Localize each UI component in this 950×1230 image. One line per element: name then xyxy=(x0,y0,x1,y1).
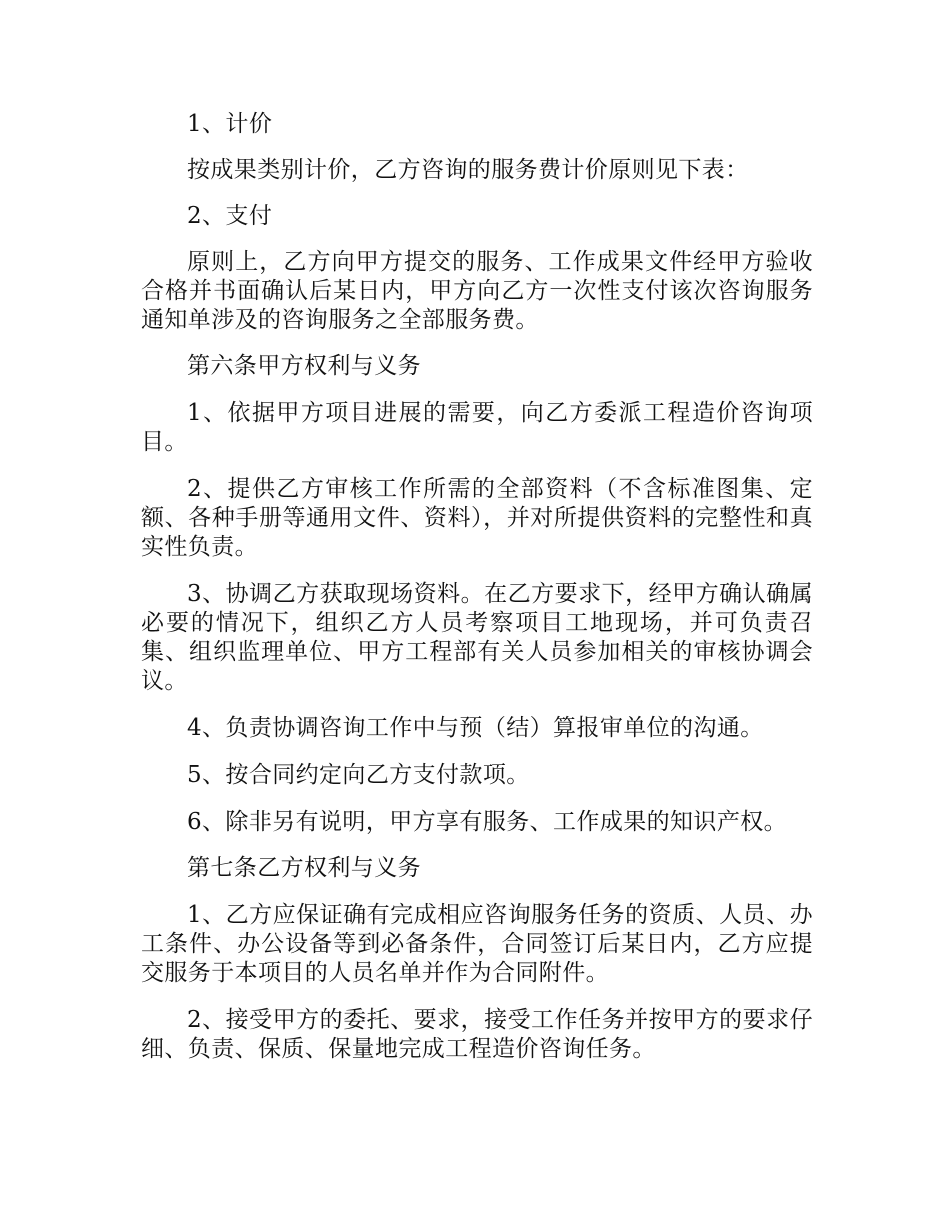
article-seven-heading: 第七条乙方权利与义务 xyxy=(187,855,421,881)
pricing-heading: 1、计价 xyxy=(187,111,273,137)
party-a-duty-3: 3、协调乙方获取现场资料。在乙方要求下，经甲方确认确属必要的情况下，组织乙方人员考察项目工地现场，并可负责召集、组织监理单位、甲方工程部有关人员参加相关的审核协调会议。 xyxy=(141,581,813,694)
party-a-duty-1: 1、依据甲方项目进展的需要，向乙方委派工程造价咨询项目。 xyxy=(141,400,813,455)
party-a-duty-2: 2、提供乙方审核工作所需的全部资料（不含标准图集、定额、各种手册等通用文件、资料），并对所提供资料的完整性和真实性负责。 xyxy=(141,476,813,560)
party-a-duty-5: 5、按合同约定向乙方支付款项。 xyxy=(187,762,530,788)
party-a-duty-6: 6、除非另有说明，甲方享有服务、工作成果的知识产权。 xyxy=(187,809,788,835)
payment-heading: 2、支付 xyxy=(187,203,273,229)
payment-text: 原则上，乙方向甲方提交的服务、工作成果文件经甲方验收合格并书面确认后某日内，甲方向乙方一次性支付该次咨询服务通知单涉及的咨询服务之全部服务费。 xyxy=(141,249,813,333)
article-six-heading: 第六条甲方权利与义务 xyxy=(187,353,421,379)
party-b-duty-1: 1、乙方应保证确有完成相应咨询服务任务的资质、人员、办工条件、办公设备等到必备条件，合同签订后某日内，乙方应提交服务于本项目的人员名单并作为合同附件。 xyxy=(141,902,813,986)
pricing-text: 按成果类别计价，乙方咨询的服务费计价原则见下表： xyxy=(187,157,749,183)
party-a-duty-4: 4、负责协调咨询工作中与预（结）算报审单位的沟通。 xyxy=(187,715,764,741)
party-b-duty-2: 2、接受甲方的委托、要求，接受工作任务并按甲方的要求仔细、负责、保质、保量地完成工程造价咨询任务。 xyxy=(141,1007,813,1062)
document-body xyxy=(141,110,813,1064)
